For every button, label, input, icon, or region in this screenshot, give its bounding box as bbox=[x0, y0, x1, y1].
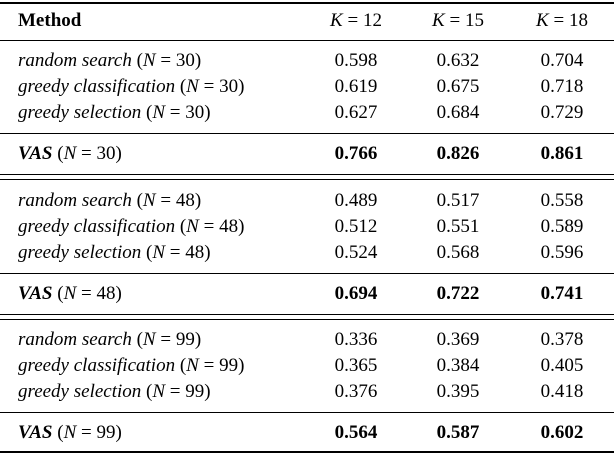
value-cell: 0.598 bbox=[334, 50, 378, 71]
value-cell: 0.336 bbox=[334, 329, 378, 350]
table-row bbox=[0, 327, 614, 353]
header-rule bbox=[0, 40, 614, 41]
k-value: 18 bbox=[568, 10, 588, 31]
n-value: 48 bbox=[96, 283, 116, 304]
value-cell: 0.729 bbox=[540, 102, 584, 123]
n-value: 99 bbox=[185, 381, 205, 402]
value-cell: 0.378 bbox=[540, 329, 584, 350]
method-cell: greedy selection (N = 30) bbox=[18, 102, 211, 123]
bottom-rule bbox=[0, 451, 614, 453]
column-header-k: K = 18 bbox=[536, 10, 588, 31]
value-cell: 0.766 bbox=[334, 143, 378, 164]
value-cell: 0.587 bbox=[436, 422, 480, 443]
value-cell: 0.568 bbox=[436, 242, 480, 263]
value-cell: 0.512 bbox=[334, 216, 378, 237]
value-cell: 0.722 bbox=[436, 283, 480, 304]
k-value: 12 bbox=[362, 10, 382, 31]
table-row-vas bbox=[0, 420, 614, 446]
method-cell: greedy classification (N = 30) bbox=[18, 76, 245, 97]
n-value: 30 bbox=[175, 50, 195, 71]
method-name: greedy selection bbox=[18, 102, 142, 123]
method-name: greedy classification bbox=[18, 76, 176, 97]
method-name: random search bbox=[18, 50, 132, 71]
method-name: VAS bbox=[18, 143, 53, 164]
value-cell: 0.632 bbox=[436, 50, 480, 71]
method-cell: greedy classification (N = 48) bbox=[18, 216, 245, 237]
method-name: VAS bbox=[18, 283, 53, 304]
table-row bbox=[0, 48, 614, 74]
n-value: 99 bbox=[96, 422, 116, 443]
value-cell: 0.524 bbox=[334, 242, 378, 263]
method-name: greedy selection bbox=[18, 381, 142, 402]
method-name: greedy classification bbox=[18, 355, 176, 376]
k-var: K bbox=[536, 10, 549, 31]
method-name: greedy selection bbox=[18, 242, 142, 263]
value-cell: 0.517 bbox=[436, 190, 480, 211]
table-row-vas bbox=[0, 141, 614, 167]
method-name: greedy classification bbox=[18, 216, 176, 237]
table-row bbox=[0, 379, 614, 405]
table-row-vas bbox=[0, 281, 614, 307]
value-cell: 0.602 bbox=[540, 422, 584, 443]
table-row bbox=[0, 74, 614, 100]
n-value: 30 bbox=[219, 76, 239, 97]
method-cell: VAS (N = 30) bbox=[18, 143, 122, 164]
column-header-k: K = 12 bbox=[330, 10, 382, 31]
n-value: 48 bbox=[219, 216, 239, 237]
n-value: 99 bbox=[219, 355, 239, 376]
value-cell: 0.405 bbox=[540, 355, 584, 376]
table-row bbox=[0, 188, 614, 214]
method-cell: greedy selection (N = 48) bbox=[18, 242, 211, 263]
method-name: random search bbox=[18, 329, 132, 350]
table-row bbox=[0, 214, 614, 240]
value-cell: 0.704 bbox=[540, 50, 584, 71]
method-cell: greedy selection (N = 99) bbox=[18, 381, 211, 402]
value-cell: 0.741 bbox=[540, 283, 584, 304]
value-cell: 0.369 bbox=[436, 329, 480, 350]
value-cell: 0.395 bbox=[436, 381, 480, 402]
n-value: 99 bbox=[175, 329, 195, 350]
value-cell: 0.684 bbox=[436, 102, 480, 123]
value-cell: 0.718 bbox=[540, 76, 584, 97]
value-cell: 0.365 bbox=[334, 355, 378, 376]
value-cell: 0.861 bbox=[540, 143, 584, 164]
k-var: K bbox=[330, 10, 343, 31]
top-rule bbox=[0, 2, 614, 4]
n-value: 48 bbox=[185, 242, 205, 263]
method-cell: VAS (N = 99) bbox=[18, 422, 122, 443]
table-row bbox=[0, 353, 614, 379]
n-value: 30 bbox=[185, 102, 205, 123]
value-cell: 0.558 bbox=[540, 190, 584, 211]
n-value: 48 bbox=[175, 190, 195, 211]
method-cell: VAS (N = 48) bbox=[18, 283, 122, 304]
method-cell: greedy classification (N = 99) bbox=[18, 355, 245, 376]
value-cell: 0.826 bbox=[436, 143, 480, 164]
value-cell: 0.418 bbox=[540, 381, 584, 402]
value-cell: 0.384 bbox=[436, 355, 480, 376]
group-rule bbox=[0, 412, 614, 413]
column-header-k: K = 15 bbox=[432, 10, 484, 31]
k-value: 15 bbox=[464, 10, 484, 31]
group-rule bbox=[0, 133, 614, 134]
method-cell: random search (N = 99) bbox=[18, 329, 202, 350]
value-cell: 0.694 bbox=[334, 283, 378, 304]
method-name: VAS bbox=[18, 422, 53, 443]
column-header-method: Method bbox=[18, 10, 82, 31]
n-value: 30 bbox=[96, 143, 116, 164]
method-cell: random search (N = 30) bbox=[18, 50, 202, 71]
value-cell: 0.619 bbox=[334, 76, 378, 97]
group-rule bbox=[0, 273, 614, 274]
method-name: random search bbox=[18, 190, 132, 211]
value-cell: 0.675 bbox=[436, 76, 480, 97]
k-var: K bbox=[432, 10, 445, 31]
value-cell: 0.596 bbox=[540, 242, 584, 263]
table-row bbox=[0, 240, 614, 266]
method-cell: random search (N = 48) bbox=[18, 190, 202, 211]
value-cell: 0.376 bbox=[334, 381, 378, 402]
header-row bbox=[0, 8, 614, 34]
value-cell: 0.551 bbox=[436, 216, 480, 237]
double-rule-bottom bbox=[0, 179, 614, 180]
double-rule-top bbox=[0, 174, 614, 175]
value-cell: 0.489 bbox=[334, 190, 378, 211]
value-cell: 0.627 bbox=[334, 102, 378, 123]
value-cell: 0.564 bbox=[334, 422, 378, 443]
double-rule-top bbox=[0, 314, 614, 315]
value-cell: 0.589 bbox=[540, 216, 584, 237]
double-rule-bottom bbox=[0, 319, 614, 320]
table-row bbox=[0, 100, 614, 126]
